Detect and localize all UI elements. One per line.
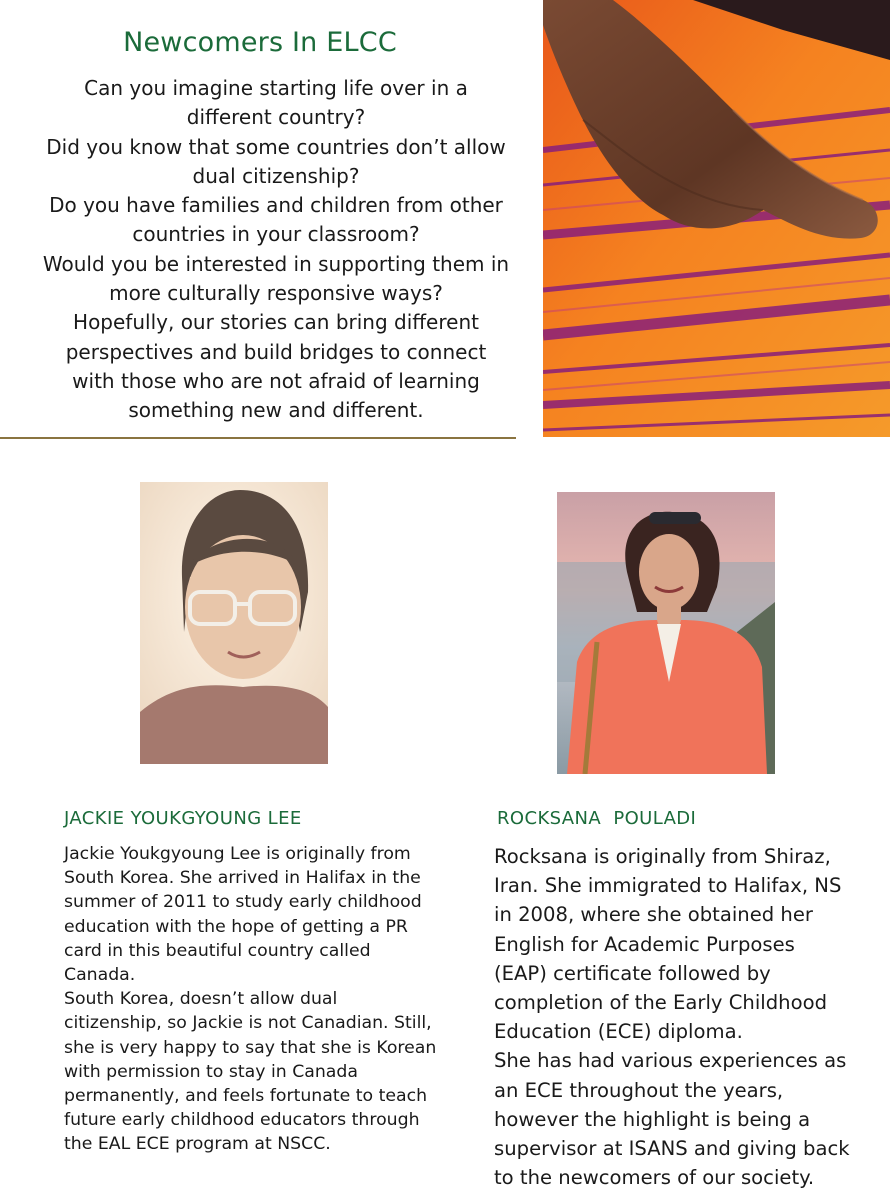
bio-line: an ECE throughout the years, — [494, 1078, 784, 1102]
intro-line: something new and different. — [128, 398, 424, 423]
bio-line: education with the hope of getting a PR — [64, 916, 408, 937]
bio-line: Education (ECE) diploma. — [494, 1020, 743, 1044]
bio-line: English for Academic Purposes — [494, 932, 795, 956]
bio-line: in 2008, where she obtained her — [494, 903, 813, 927]
intro-line: dual citizenship? — [192, 163, 360, 188]
jackie-lee-photo — [140, 482, 328, 764]
intro-line: more culturally responsive ways? — [109, 281, 443, 306]
profile-name-jackie: JACKIE YOUKGYOUNG LEE — [64, 808, 302, 829]
bio-line: Iran. She immigrated to Halifax, NS — [494, 874, 842, 898]
bio-line: South Korea, doesn’t allow dual — [64, 989, 338, 1010]
bio-line: to the newcomers of our society. — [494, 1166, 815, 1190]
bio-line: South Korea. She arrived in Halifax in the — [64, 868, 421, 889]
intro-line: with those who are not afraid of learning — [72, 368, 480, 393]
intro-line: countries in your classroom? — [132, 222, 420, 247]
profile-bio-rocksana — [494, 842, 850, 1192]
bio-line: supervisor at ISANS and giving back — [494, 1137, 850, 1161]
bio-line: future early childhood educators through — [64, 1110, 420, 1131]
intro-line: Would you be interested in supporting them in — [42, 251, 510, 276]
section-divider — [0, 437, 516, 439]
hero-fabric-image — [543, 0, 890, 437]
bio-line: she is very happy to say that she is Korean — [64, 1037, 437, 1058]
intro-line: Hopefully, our stories can bring different — [73, 310, 479, 335]
bio-line: completion of the Early Childhood — [494, 991, 828, 1015]
intro-line: Do you have families and children from other — [49, 193, 503, 218]
rocksana-pouladi-photo — [557, 492, 775, 774]
bio-line: summer of 2011 to study early childhood — [64, 892, 422, 913]
bio-line: (EAP) certificate followed by — [494, 961, 771, 985]
bio-line: with permission to stay in Canada — [64, 1061, 358, 1082]
bio-line: permanently, and feels fortunate to teach — [64, 1086, 428, 1107]
bio-line: the EAL ECE program at NSCC. — [64, 1134, 331, 1155]
bio-line: citizenship, so Jackie is not Canadian. Still, — [64, 1013, 432, 1034]
profile-name-rocksana: ROCKSANA POULADI — [497, 808, 697, 829]
bio-line: card in this beautiful country called — [64, 940, 371, 961]
page-title: Newcomers In ELCC — [123, 27, 397, 58]
bio-line: Canada. — [64, 965, 136, 986]
bio-line: Jackie Youkgyoung Lee is originally from — [64, 844, 411, 864]
intro-line: perspectives and build bridges to connect — [65, 339, 487, 364]
intro-line: Did you know that some countries don’t allow — [46, 134, 506, 159]
profile-bio-jackie — [64, 842, 436, 1157]
bio-line: Rocksana is originally from Shiraz, — [494, 845, 831, 868]
intro-line: different country? — [186, 105, 366, 130]
intro-line: Can you imagine starting life over in a — [84, 76, 468, 100]
intro-text — [0, 74, 552, 426]
bio-line: however the highlight is being a — [494, 1107, 811, 1131]
bio-line: She has had various experiences as — [494, 1049, 847, 1073]
